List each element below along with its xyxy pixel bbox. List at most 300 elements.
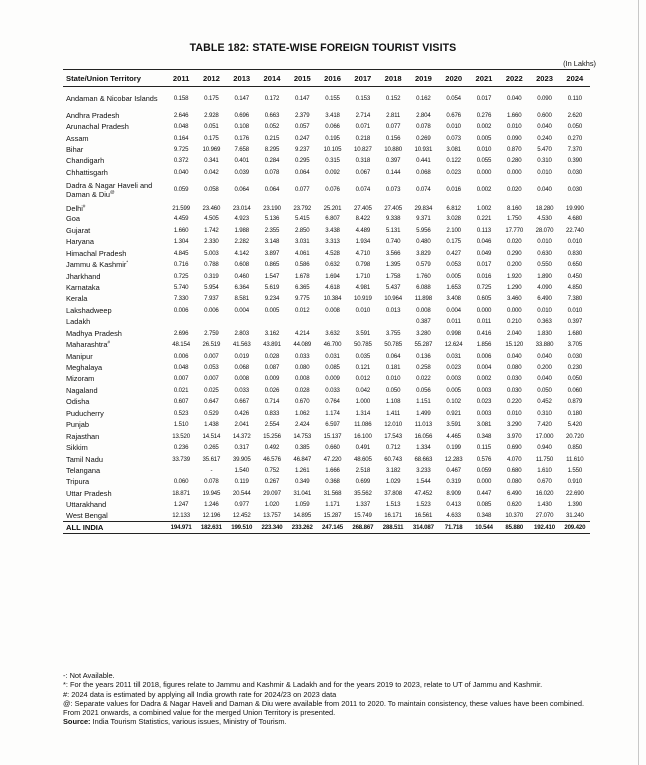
- value-cell: 60.743: [384, 455, 402, 463]
- value-cell: 0.040: [173, 168, 189, 176]
- value-cell: 0.076: [325, 186, 340, 194]
- state-name: Gujarat: [66, 225, 91, 235]
- value-cell: 3.182: [385, 466, 401, 474]
- value-cell: 0.067: [355, 168, 371, 176]
- value-cell: 0.006: [476, 352, 492, 360]
- value-cell: 2.040: [506, 329, 522, 337]
- value-cell: 0.175: [204, 94, 219, 102]
- value-cell: 0.040: [537, 352, 552, 360]
- total-value-cell: 223.340: [257, 522, 287, 534]
- value-cell: 0.670: [537, 478, 552, 486]
- footnote-marker: *: [126, 259, 129, 265]
- value-cell: 0.162: [416, 94, 431, 102]
- value-cell: 0.764: [325, 398, 340, 406]
- value-cell: 0.660: [325, 444, 340, 452]
- value-cell: 4.850: [567, 283, 583, 291]
- value-cell: 0.002: [476, 123, 492, 131]
- column-header-year: 2020: [439, 70, 469, 87]
- state-name-cell: [63, 178, 166, 201]
- note-dadra-daman: @: Separate values for Dadra & Nagar Haveli and Daman & Diu were available from 2011 to 2020. To maintain consistency, these values have been combined. From 2021 onwards, a combined value for the merged Union Territory is presented.: [63, 698, 585, 718]
- value-cell: 0.426: [234, 409, 249, 417]
- tourist-visits-table: [63, 69, 590, 534]
- value-cell: 0.830: [567, 249, 583, 257]
- column-header-year: 2011: [166, 70, 196, 87]
- value-cell: 3.081: [446, 146, 461, 154]
- table-row: [63, 316, 590, 327]
- value-cell: 1.108: [385, 398, 401, 406]
- value-cell: 0.010: [537, 306, 552, 314]
- table-row: [63, 488, 590, 499]
- table-row: [63, 167, 590, 178]
- value-cell: 0.023: [446, 364, 461, 372]
- state-name: Puducherry: [66, 408, 104, 418]
- value-cell: 5.954: [204, 283, 219, 291]
- value-cell: 1.742: [204, 226, 219, 234]
- value-cell: 0.012: [355, 375, 371, 383]
- value-cell: 0.059: [476, 466, 492, 474]
- state-name: Bihar: [66, 145, 84, 155]
- table-row: [63, 499, 590, 510]
- value-cell: 0.690: [506, 444, 522, 452]
- value-cell: 6.364: [234, 283, 249, 291]
- column-header-year: 2022: [499, 70, 529, 87]
- state-name-cell: [63, 305, 166, 316]
- state-name-cell: [63, 453, 166, 464]
- value-cell: 0.040: [537, 123, 552, 131]
- value-cell: 0.005: [446, 272, 461, 280]
- value-cell: [166, 316, 196, 327]
- state-name-cell: [63, 350, 166, 361]
- state-name: Haryana: [66, 237, 94, 247]
- table-row: [63, 430, 590, 441]
- value-cell: 11.013: [414, 421, 433, 429]
- value-cell: 5.131: [385, 226, 401, 234]
- value-cell: 0.030: [506, 375, 522, 383]
- value-cell: 1.680: [567, 329, 583, 337]
- value-cell: 3.705: [567, 341, 583, 349]
- value-cell: [166, 465, 196, 476]
- value-cell: 25.201: [323, 205, 342, 213]
- value-cell: 0.452: [537, 398, 552, 406]
- value-cell: 47.452: [414, 489, 433, 497]
- value-cell: 0.427: [446, 249, 461, 257]
- state-name-cell: [63, 201, 166, 213]
- value-cell: 0.016: [476, 272, 492, 280]
- value-cell: 0.035: [355, 352, 371, 360]
- value-cell: 0.175: [446, 238, 461, 246]
- state-name: Chhattisgarh: [66, 167, 108, 177]
- value-cell: 0.007: [204, 375, 219, 383]
- value-cell: 0.090: [506, 134, 522, 142]
- value-cell: 0.413: [446, 501, 461, 509]
- total-value-cell: 288.511: [378, 522, 408, 534]
- value-cell: 0.071: [355, 123, 371, 131]
- value-cell: 0.003: [476, 386, 492, 394]
- value-cell: 1.499: [416, 409, 431, 417]
- value-cell: 0.010: [506, 409, 522, 417]
- value-cell: 6.812: [446, 205, 461, 213]
- value-cell: 0.280: [506, 157, 522, 165]
- value-cell: 0.680: [506, 466, 522, 474]
- value-cell: 4.845: [173, 249, 189, 257]
- value-cell: 4.214: [295, 329, 310, 337]
- value-cell: 0.064: [385, 352, 401, 360]
- value-cell: 0.053: [446, 261, 461, 269]
- value-cell: 0.349: [295, 478, 310, 486]
- value-cell: 3.970: [506, 432, 522, 440]
- table-row: [63, 373, 590, 384]
- value-cell: 0.480: [416, 238, 431, 246]
- value-cell: 0.865: [264, 261, 280, 269]
- value-cell: 48.154: [172, 341, 191, 349]
- value-cell: 2.850: [295, 226, 310, 234]
- value-cell: 2.330: [204, 238, 219, 246]
- value-cell: 0.798: [355, 261, 371, 269]
- value-cell: 0.057: [295, 123, 310, 131]
- state-name-cell: [63, 225, 166, 236]
- value-cell: 0.013: [385, 306, 401, 314]
- value-cell: 1.544: [416, 478, 431, 486]
- column-header-year: 2013: [227, 70, 257, 87]
- table-row: [63, 362, 590, 373]
- value-cell: 1.678: [295, 272, 310, 280]
- value-cell: 0.054: [446, 94, 461, 102]
- value-cell: 31.568: [323, 489, 342, 497]
- value-cell: 0.040: [506, 94, 522, 102]
- state-name: Maharashtra: [66, 340, 108, 350]
- value-cell: 1.856: [476, 341, 492, 349]
- value-cell: 0.030: [567, 186, 583, 194]
- value-cell: 16.561: [414, 512, 433, 520]
- value-cell: 48.605: [353, 455, 372, 463]
- value-cell: 0.317: [234, 444, 249, 452]
- value-cell: 0.977: [234, 501, 249, 509]
- value-cell: 0.005: [264, 306, 280, 314]
- table-row: [63, 282, 590, 293]
- value-cell: 0.010: [476, 146, 492, 154]
- value-cell: 16.100: [353, 432, 372, 440]
- footnote-marker: #: [107, 339, 111, 345]
- value-cell: 0.390: [567, 157, 583, 165]
- total-row: [63, 522, 590, 534]
- value-cell: 0.000: [506, 306, 522, 314]
- value-cell: 8.909: [446, 489, 461, 497]
- value-cell: 0.416: [476, 329, 492, 337]
- value-cell: 0.670: [295, 398, 310, 406]
- value-cell: 5.740: [173, 283, 189, 291]
- footnote-marker: #: [82, 203, 86, 209]
- value-cell: 11.750: [535, 455, 554, 463]
- footnote-marker: @: [109, 189, 115, 195]
- value-cell: 1.934: [355, 238, 371, 246]
- state-name-cell: [63, 316, 166, 327]
- value-cell: 18.280: [535, 205, 554, 213]
- value-cell: 0.699: [355, 478, 371, 486]
- value-cell: 0.040: [537, 186, 552, 194]
- total-value-cell: 199.510: [227, 522, 257, 534]
- value-cell: 0.712: [385, 444, 401, 452]
- table-row: [63, 132, 590, 143]
- value-cell: 0.023: [446, 168, 461, 176]
- value-cell: 1.029: [385, 478, 401, 486]
- value-cell: 0.172: [264, 94, 280, 102]
- state-name-cell: [63, 87, 166, 110]
- value-cell: 4.061: [295, 249, 310, 257]
- value-cell: 1.390: [567, 501, 583, 509]
- state-name-cell: [63, 476, 166, 487]
- value-cell: 0.085: [476, 501, 492, 509]
- value-cell: 0.295: [295, 157, 310, 165]
- table-row: [63, 350, 590, 361]
- value-cell: 8.295: [264, 146, 280, 154]
- value-cell: 22.690: [565, 489, 584, 497]
- value-cell: 50.785: [384, 341, 402, 349]
- value-cell: 0.005: [446, 386, 461, 394]
- value-cell: 0.152: [385, 94, 401, 102]
- value-cell: 0.752: [264, 466, 280, 474]
- value-cell: 0.010: [537, 238, 552, 246]
- value-cell: 0.051: [204, 123, 219, 131]
- value-cell: 1.174: [325, 409, 340, 417]
- value-cell: 29.834: [414, 205, 433, 213]
- table-row: [63, 453, 590, 464]
- value-cell: 0.090: [537, 94, 552, 102]
- value-cell: 5.619: [264, 283, 280, 291]
- value-cell: 3.408: [446, 295, 461, 303]
- value-cell: 1.059: [295, 501, 310, 509]
- value-cell: 0.000: [506, 168, 522, 176]
- value-cell: 0.725: [173, 272, 189, 280]
- value-cell: 0.004: [234, 306, 249, 314]
- column-header-year: 2016: [317, 70, 347, 87]
- value-cell: 33.739: [172, 455, 191, 463]
- value-cell: 0.102: [446, 398, 461, 406]
- table-row: [63, 259, 590, 270]
- value-cell: 1.438: [204, 421, 219, 429]
- header-row: [63, 70, 590, 87]
- state-name-cell: [63, 430, 166, 441]
- value-cell: 10.931: [414, 146, 433, 154]
- value-cell: 0.011: [476, 318, 491, 326]
- state-name: Kerala: [66, 294, 88, 304]
- value-cell: 0.608: [234, 261, 249, 269]
- value-cell: 0.040: [506, 352, 522, 360]
- value-cell: 0.004: [446, 306, 461, 314]
- value-cell: 3.897: [264, 249, 280, 257]
- value-cell: 0.019: [234, 352, 249, 360]
- value-cell: 0.318: [355, 157, 371, 165]
- value-cell: 0.180: [567, 409, 583, 417]
- value-cell: 1.261: [295, 466, 310, 474]
- value-cell: 0.397: [385, 157, 401, 165]
- value-cell: 16.056: [414, 432, 433, 440]
- value-cell: 0.147: [295, 94, 310, 102]
- value-cell: 0.074: [355, 186, 371, 194]
- value-cell: 0.050: [567, 123, 583, 131]
- table-row: [63, 408, 590, 419]
- state-name-cell: [63, 270, 166, 281]
- value-cell: 7.330: [173, 295, 189, 303]
- value-cell: 1.760: [416, 272, 431, 280]
- value-cell: 43.891: [263, 341, 281, 349]
- value-cell: 2.759: [204, 329, 219, 337]
- column-header-year: 2015: [287, 70, 317, 87]
- value-cell: 19.945: [202, 489, 221, 497]
- value-cell: 2.518: [355, 466, 371, 474]
- value-cell: 27.070: [535, 512, 554, 520]
- value-cell: 8.581: [234, 295, 249, 303]
- value-cell: 0.529: [204, 409, 219, 417]
- value-cell: 0.236: [173, 444, 189, 452]
- table-row: [63, 87, 590, 110]
- state-name-cell: [63, 385, 166, 396]
- state-name: Andhra Pradesh: [66, 110, 120, 120]
- total-value-cell: 233.262: [287, 522, 317, 534]
- value-cell: 0.025: [204, 386, 219, 394]
- value-cell: 0.195: [325, 134, 340, 142]
- value-cell: 4.633: [446, 512, 461, 520]
- state-name-cell: [63, 419, 166, 430]
- value-cell: 4.070: [506, 455, 522, 463]
- value-cell: 10.384: [323, 295, 342, 303]
- value-cell: 0.108: [234, 123, 249, 131]
- state-name: Madhya Pradesh: [66, 328, 122, 338]
- value-cell: 1.304: [173, 238, 189, 246]
- value-cell: 0.113: [476, 226, 491, 234]
- value-cell: 1.002: [476, 205, 492, 213]
- value-cell: 41.563: [232, 341, 251, 349]
- value-cell: 7.658: [234, 146, 249, 154]
- table-row: [63, 144, 590, 155]
- note-not-available: -: Not Available.: [63, 671, 115, 680]
- value-cell: 0.220: [506, 398, 522, 406]
- value-cell: 7.370: [567, 146, 583, 154]
- value-cell: 1.758: [385, 272, 401, 280]
- value-cell: 0.725: [476, 283, 492, 291]
- total-value-cell: 194.971: [166, 522, 196, 534]
- value-cell: 14.895: [293, 512, 312, 520]
- value-cell: 0.368: [325, 478, 340, 486]
- value-cell: 0.218: [355, 134, 371, 142]
- value-cell: 2.811: [386, 111, 401, 119]
- value-cell: 1.830: [537, 329, 552, 337]
- value-cell: 9.237: [295, 146, 310, 154]
- value-cell: 0.008: [416, 306, 431, 314]
- value-cell: 15.120: [505, 341, 524, 349]
- value-cell: 0.579: [416, 261, 431, 269]
- state-name-cell: [63, 247, 166, 258]
- column-header-year: 2017: [348, 70, 378, 87]
- value-cell: 0.050: [537, 386, 552, 394]
- unit-label: (In Lakhs): [563, 59, 596, 68]
- value-cell: 0.073: [446, 134, 461, 142]
- value-cell: 0.039: [234, 168, 249, 176]
- value-cell: 1.171: [325, 501, 340, 509]
- value-cell: 0.270: [567, 134, 583, 142]
- value-cell: 2.424: [295, 421, 310, 429]
- value-cell: 4.459: [173, 215, 189, 223]
- value-cell: 0.011: [446, 318, 461, 326]
- value-cell: 10.919: [353, 295, 372, 303]
- value-cell: 1.020: [264, 501, 280, 509]
- value-cell: 0.031: [446, 352, 461, 360]
- value-cell: 0.006: [173, 352, 189, 360]
- value-cell: 0.010: [355, 306, 371, 314]
- value-cell: 1.062: [295, 409, 310, 417]
- state-name: Meghalaya: [66, 363, 103, 373]
- value-cell: 35.617: [202, 455, 221, 463]
- value-cell: 17.770: [505, 226, 524, 234]
- value-cell: 0.064: [234, 186, 249, 194]
- value-cell: 0.005: [476, 134, 492, 142]
- value-cell: 3.632: [325, 329, 340, 337]
- value-cell: 0.788: [204, 261, 219, 269]
- value-cell: 23.014: [232, 205, 251, 213]
- value-cell: 0.240: [537, 134, 552, 142]
- value-cell: 0.363: [537, 318, 552, 326]
- value-cell: 0.010: [567, 306, 583, 314]
- value-cell: 0.147: [234, 94, 249, 102]
- value-cell: 0.998: [446, 329, 461, 337]
- state-name: West Bengal: [66, 511, 108, 521]
- value-cell: 0.155: [325, 94, 340, 102]
- value-cell: [348, 316, 378, 327]
- value-cell: 0.650: [567, 261, 583, 269]
- state-name-cell: [63, 121, 166, 132]
- value-cell: 46.700: [323, 341, 342, 349]
- value-cell: 50.785: [353, 341, 372, 349]
- value-cell: 0.387: [416, 318, 431, 326]
- footnotes: [63, 671, 590, 727]
- value-cell: 0.647: [204, 398, 219, 406]
- value-cell: 0.064: [295, 168, 310, 176]
- value-cell: 0.028: [264, 352, 280, 360]
- value-cell: 0.676: [446, 111, 461, 119]
- value-cell: 0.040: [537, 375, 552, 383]
- value-cell: 0.060: [173, 478, 189, 486]
- value-cell: 0.008: [234, 375, 249, 383]
- table-row: [63, 328, 590, 339]
- value-cell: 17.000: [535, 432, 554, 440]
- value-cell: 0.077: [295, 186, 310, 194]
- value-cell: 4.489: [355, 226, 371, 234]
- value-cell: 15.287: [323, 512, 342, 520]
- table-row: [63, 247, 590, 258]
- value-cell: 0.319: [446, 478, 461, 486]
- value-cell: 33.880: [535, 341, 554, 349]
- state-name-cell: [63, 511, 166, 522]
- state-name: Arunachal Pradesh: [66, 122, 129, 132]
- state-name-cell: [63, 144, 166, 155]
- value-cell: 0.372: [173, 157, 189, 165]
- value-cell: 1.000: [355, 398, 371, 406]
- value-cell: 0.033: [325, 386, 340, 394]
- value-cell: 0.122: [446, 157, 461, 165]
- value-cell: 0.028: [295, 386, 310, 394]
- value-cell: 3.290: [506, 421, 522, 429]
- state-name-cell: [63, 396, 166, 407]
- value-cell: 20.544: [232, 489, 251, 497]
- value-cell: 0.199: [446, 444, 461, 452]
- state-name: Ladakh: [66, 317, 91, 327]
- value-cell: 4.090: [537, 283, 552, 291]
- value-cell: 1.334: [416, 444, 431, 452]
- column-header-year: 2014: [257, 70, 287, 87]
- value-cell: 0.447: [476, 489, 492, 497]
- total-value-cell: 71.718: [439, 522, 469, 534]
- table-body: [63, 87, 590, 534]
- value-cell: 1.430: [537, 501, 552, 509]
